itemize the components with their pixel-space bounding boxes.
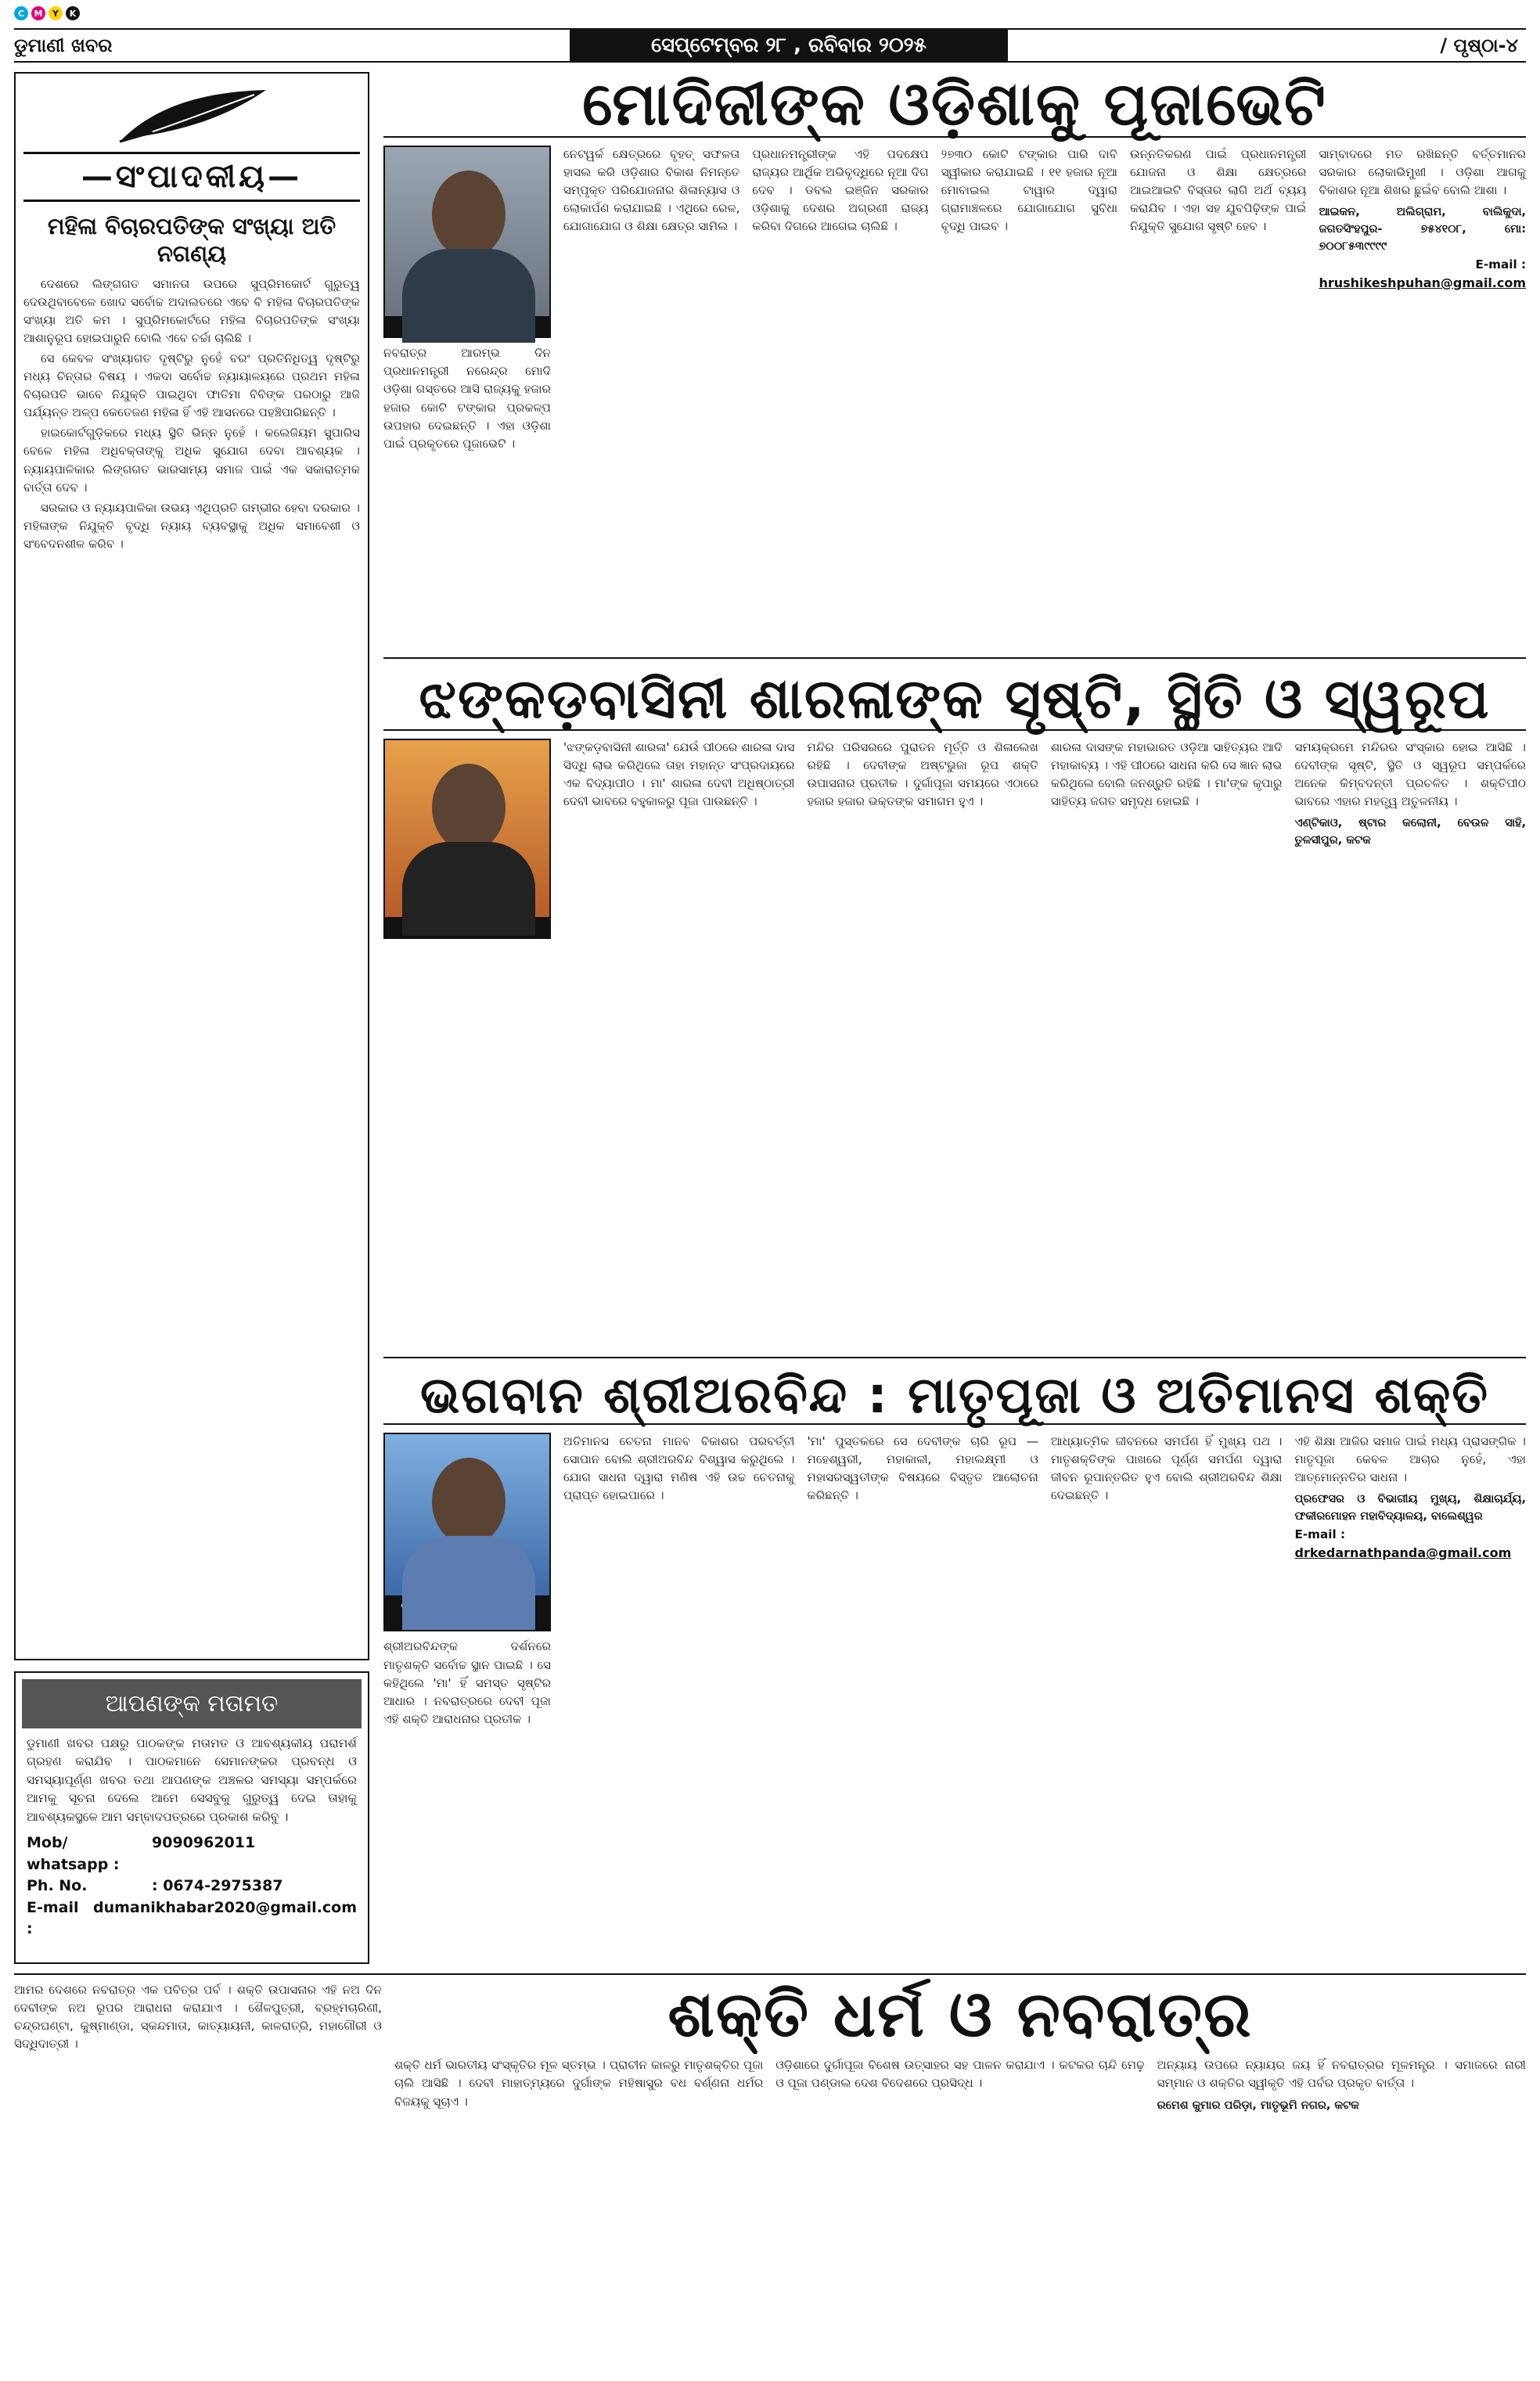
opinion-contact bbox=[16, 1826, 368, 1940]
page-number: / ପୃଷ୍ଠା-୪ bbox=[1440, 34, 1518, 56]
paper-name: ଡୁମାଣୀ ଖବର bbox=[14, 34, 113, 56]
author-byline: ପ୍ରଫେସର ଓ ବିଭାଗୀୟ ମୁଖ୍ୟ, ଶିକ୍ଷାଚାର୍ଯ୍ୟ, ଫକୀରମୋହନ ମହାବିଦ୍ୟାଳୟ, ବାଲେଶ୍ୱର bbox=[1294, 1493, 1526, 1523]
opinion-text: ଡୁମାଣୀ ଖବର ପକ୍ଷରୁ ପାଠକଙ୍କ ମତାମତ ଓ ଆବଶ୍ୟକୀୟ ପରାମର୍ଶ ଗ୍ରହଣ କରାଯିବ । ପାଠକମାନେ ସେମାନଙ୍କର ପ୍ରବନ୍ଧ ଓ ସମସ୍ୟାପୂର୍ଣ୍ଣ ଖବର ତଥା ଆପଣଙ୍କ ଅଞ୍ଚଳର ସମସ୍ୟା ସମ୍ପର୍କରେ ଆମକୁ ସୂଚନା ଦେଲେ ଆମେ ସେସବୁକୁ ଗୁରୁତ୍ୱ ଦେଇ ତାହାକୁ ଆବଶ୍ୟକସ୍ଥଳେ ଆମ ସମ୍ବାଦପତ୍ରରେ ପ୍ରକାଶ କରିବୁ । bbox=[27, 1736, 357, 1824]
email-link[interactable]: dumanikhabar2020@gmail.com bbox=[92, 1898, 357, 1916]
article-paragraph: ଅତିମାନସ ଚେତନା ମାନବ ବିକାଶର ପରବର୍ତ୍ତୀ ସୋପାନ ବୋଲି ଶ୍ରୀଅରବିନ୍ଦ ବିଶ୍ୱାସ କରୁଥିଲେ । ଯୋଗ ସାଧନା ଦ୍ୱାରା ମଣିଷ ଏହି ଉଚ୍ଚ ଚେତନାକୁ ପ୍ରାପ୍ତ ହୋଇପାରେ । bbox=[563, 1434, 795, 1503]
mobile-number[interactable]: 9090962011 bbox=[152, 1833, 256, 1851]
author-photo bbox=[383, 739, 551, 919]
cmyk-y: Y bbox=[49, 6, 63, 20]
editorial-label: —ସଂପାଦକୀୟ— bbox=[23, 152, 360, 202]
article-paragraph: ମନ୍ଦିର ପରିସରରେ ପୁରାତନ ମୂର୍ତ୍ତି ଓ ଶିଳାଲେଖ ରହିଛି । ଦେବୀଙ୍କ ଅଷ୍ଟଭୁଜା ରୂପ ଶକ୍ତି ଉପାସନାର ପ୍ରତୀକ । ଦୁର୍ଗାପୂଜା ସମୟରେ ଏଠାରେ ହଜାର ହଜାର ଭକ୍ତଙ୍କ ସମାଗମ ହୁଏ । bbox=[807, 739, 1038, 808]
cmyk-registration-marks bbox=[14, 6, 80, 20]
author-email[interactable]: drkedarnathpanda@gmail.com bbox=[1294, 1545, 1512, 1560]
page-header bbox=[14, 28, 1526, 63]
article-paragraph: ପ୍ରଧାନମନ୍ତ୍ରୀଙ୍କ ଏହି ପଦକ୍ଷେପ ରାଜ୍ୟର ଆର୍ଥିକ ଅଭିବୃଦ୍ଧିରେ ନୂଆ ଦିଗ ଦେବ । ଡବଲ ଇଞ୍ଜିନ ସରକାର ଓଡ଼ିଶାକୁ ଦେଶର ଅଗ୍ରଣୀ ରାଜ୍ୟ କରିବା ଦିଗରେ ଆଗେଇ ଚାଲିଛି । bbox=[752, 147, 929, 234]
opinion-label: ଆପଣଙ୍କ ମତାମତ bbox=[22, 1679, 362, 1728]
article-shakti-dharma bbox=[14, 1973, 1526, 2372]
editorial-paragraph: ସରକାର ଓ ନ୍ୟାୟପାଳିକା ଉଭୟ ଏଥିପ୍ରତି ଗମ୍ଭୀର ହେବା ଦରକାର । ମହିଳାଙ୍କ ନିଯୁକ୍ତି ବୃଦ୍ଧି ନ୍ୟାୟ ବ୍ୟବସ୍ଥାକୁ ଅଧିକ ସମାବେଶୀ ଓ ସଂବେଦନଶୀଳ କରିବ । bbox=[23, 500, 360, 551]
mobile-label: Mob/ whatsapp : bbox=[27, 1833, 120, 1873]
article-paragraph: ନବରାତ୍ର ଆରମ୍ଭ ଦିନ ପ୍ରଧାନମନ୍ତ୍ରୀ ନରେନ୍ଦ୍ର ମୋଦି ଓଡ଼ିଶା ଗସ୍ତରେ ଆସି ରାଜ୍ୟକୁ ହଜାର ହଜାର କୋଟି ଟଙ୍କାର ପ୍ରକଳ୍ପ ଉପହାର ଦେଇଛନ୍ତି । ଏହା ଓଡ଼ିଶା ପାଇଁ ପ୍ରକୃତରେ ପୂଜାଭେଟି । bbox=[383, 346, 551, 451]
author-photo bbox=[383, 146, 551, 318]
cmyk-c: C bbox=[14, 6, 28, 20]
email-label: E-mail : bbox=[1294, 1527, 1346, 1541]
phone-number[interactable]: : 0674-2975387 bbox=[152, 1877, 283, 1895]
editorial-paragraph: ହାଇକୋର୍ଟଗୁଡ଼ିକରେ ମଧ୍ୟ ସ୍ଥିତି ଭିନ୍ନ ନୁହେଁ । କଲେଜିୟମ ସୁପାରିସ ବେଳେ ମହିଳା ଅଧିବକ୍ତାଙ୍କୁ ଅଧିକ ସୁଯୋଗ ଦେବା ଆବଶ୍ୟକ । ନ୍ୟାୟପାଳିକାର ଲିଙ୍ଗଗତ ଭାରସାମ୍ୟ ସମାଜ ପାଇଁ ଏକ ସକାରାତ୍ମକ ବାର୍ତ୍ତା ଦେବ । bbox=[23, 426, 360, 495]
editorial-body bbox=[23, 275, 360, 553]
article-headline: ମୋଦିଜୀଙ୍କ ଓଡ଼ିଶାକୁ ପୂଜାଭେଟି bbox=[383, 72, 1526, 138]
article-paragraph: 'ଝଙ୍କଡ଼ବାସିନୀ ଶାରଳା' ଯେଉଁ ପୀଠରେ ଶାରଳା ଦାସ ସିଦ୍ଧି ଲାଭ କରିଥିଲେ ତାହା ମହାନ୍ତ ସଂପ୍ରଦାୟରେ ଏକ ବିଦ୍ୟାପୀଠ । ମା' ଶାରଳା ଦେବୀ ଅଧିଷ୍ଠାତ୍ରୀ ଦେବୀ ଭାବରେ ବହୁକାଳରୁ ପୂଜା ପାଉଛନ୍ତି । bbox=[563, 739, 795, 808]
article-paragraph: ଉନ୍ନତିକରଣ ପାଇଁ ପ୍ରଧାନମନ୍ତ୍ରୀ ଯୋଜନା ଓ ଶିକ୍ଷା କ୍ଷେତ୍ରରେ ଆଇଆଇଟି ବିସ୍ତାର ଲାଗି ଅର୍ଥ ବ୍ୟୟ କରାଯିବ । ଏହା ସହ ଯୁବପିଢ଼ିଙ୍କ ପାଇଁ ନିଯୁକ୍ତି ସୁଯୋଗ ସୃଷ୍ଟି ହେବ । bbox=[1130, 147, 1307, 234]
author-email[interactable]: hrushikeshpuhan@gmail.com bbox=[1319, 275, 1527, 290]
article-paragraph: ଶ୍ରୀଅରବିନ୍ଦଙ୍କ ଦର୍ଶନରେ ମାତୃଶକ୍ତି ସର୍ବୋଚ୍ଚ ସ୍ଥାନ ପାଇଛି । ସେ କହିଥିଲେ 'ମା' ହିଁ ସମସ୍ତ ସୃଷ୍ଟିର ଆଧାର । ନବରାତ୍ରରେ ଦେବୀ ପୂଜା ଏହି ଶକ୍ତି ଆରାଧନାର ପ୍ରତୀକ । bbox=[383, 1639, 551, 1726]
article-paragraph: ଶାରଳା ଦାସଙ୍କ ମହାଭାରତ ଓଡ଼ିଆ ସାହିତ୍ୟର ଆଦି ମହାକାବ୍ୟ । ଏହି ପୀଠରେ ସାଧନା କରି ସେ ଜ୍ଞାନ ଲାଭ କରିଥିଲେ ବୋଲି ଜନଶ୍ରୁତି ରହିଛି । ମା'ଙ୍କ କୃପାରୁ ସାହିତ୍ୟ ଜଗତ ସମୃଦ୍ଧ ହୋଇଛି । bbox=[1051, 739, 1283, 808]
editorial-paragraph: ଦେଶରେ ଲିଙ୍ଗଗତ ସମାନତା ଉପରେ ସୁପ୍ରିମକୋର୍ଟ ଗୁରୁତ୍ୱ ଦେଉଥିବାବେଳେ ଖୋଦ ସର୍ବୋଚ୍ଚ ଅଦାଲତରେ ଏବେ ବି ମହିଳା ବିଚାରପତିଙ୍କ ସଂଖ୍ୟା ଅତି କମ । ସୁପ୍ରିମକୋର୍ଟରେ ମହିଳା ବିଚାରପତିଙ୍କ ସଂଖ୍ୟା ଆଶାନୁରୂପ ହୋଇପାରୁନି ବୋଲି ଏବେ ଚର୍ଚ୍ଚା ଚାଲିଛି । bbox=[23, 276, 360, 345]
article-paragraph: 'ମା' ପୁସ୍ତକରେ ସେ ଦେବୀଙ୍କ ଚାରି ରୂପ — ମହେଶ୍ୱରୀ, ମହାକାଳୀ, ମହାଲକ୍ଷ୍ମୀ ଓ ମହାସରସ୍ୱତୀଙ୍କ ବିଷୟରେ ବିସ୍ତୃତ ଆଲୋଚନା କରିଛନ୍ତି । bbox=[807, 1434, 1038, 1503]
editorial-column bbox=[14, 72, 369, 1660]
article-paragraph: ଏହି ଶିକ୍ଷା ଆଜିର ସମାଜ ପାଇଁ ମଧ୍ୟ ପ୍ରାସଙ୍ଗିକ । ମାତୃପୂଜା କେବଳ ଆଚାର ନୁହେଁ, ଏହା ଆତ୍ମୋନ୍ନତିର ସାଧନା । bbox=[1294, 1434, 1526, 1485]
editorial-title: ମହିଳା ବିଚାରପତିଙ୍କ ସଂଖ୍ୟା ଅତି ନଗଣ୍ୟ bbox=[47, 213, 336, 267]
email-label: E-mail : bbox=[1475, 257, 1527, 272]
opinion-box bbox=[14, 1671, 369, 1964]
article-paragraph: ଶକ୍ତି ଧର୍ମ ଭାରତୀୟ ସଂସ୍କୃତିର ମୂଳ ସ୍ତମ୍ଭ । ପ୍ରାଚୀନ କାଳରୁ ମାତୃଶକ୍ତିର ପୂଜା ଚାଲି ଆସିଛି । ଦେବୀ ମାହାତ୍ମ୍ୟରେ ଦୁର୍ଗାଙ୍କ ମହିଷାସୁର ବଧ ବର୍ଣ୍ଣନା ଧର୍ମର ବିଜୟକୁ ସୂଚାଏ । bbox=[394, 2058, 764, 2109]
article-paragraph: ସାମ୍ବାଦରେ ମତ ରଖିଛନ୍ତି ବର୍ତ୍ତମାନର ସରକାର ଲୋକାଭିମୁଖୀ । ଓଡ଼ିଶା ଆଗକୁ ବିକାଶର ନୂଆ ଶିଖର ଛୁଇଁବ ବୋଲି ଆଶା । bbox=[1319, 147, 1527, 198]
author-byline: ଏଣ୍ଟିକାଓ, ଷ୍ଟାର କଲୋନୀ, ବେଉଳ ସାହି, ତୁଳସୀପୁର, କଟକ bbox=[1294, 816, 1526, 847]
author-photo bbox=[383, 1433, 551, 1597]
article-paragraph: ଆଧ୍ୟାତ୍ମିକ ଜୀବନରେ ସମର୍ପଣ ହିଁ ମୁଖ୍ୟ ପଥ । ମାତୃଶକ୍ତିଙ୍କ ପାଖରେ ପୂର୍ଣ୍ଣ ସମର୍ପଣ ଦ୍ୱାରା ଜୀବନ ରୂପାନ୍ତରିତ ହୁଏ ବୋଲି ଶ୍ରୀଅରବିନ୍ଦ ଶିକ୍ଷା ଦେଇଛନ୍ତି । bbox=[1051, 1434, 1283, 1503]
article-paragraph: ଅନ୍ୟାୟ ଉପରେ ନ୍ୟାୟର ଜୟ ହିଁ ନବରାତ୍ରର ମୂଳମନ୍ତ୍ର । ସମାଜରେ ନାରୀ ସମ୍ମାନ ଓ ଶକ୍ତିର ସ୍ୱୀକୃତି ଏହି ପର୍ବର ପ୍ରକୃତ ବାର୍ତ୍ତା । bbox=[1157, 2058, 1526, 2091]
cmyk-m: M bbox=[31, 6, 45, 20]
quill-icon bbox=[23, 81, 360, 152]
author-byline: ଆଇକନ, ଅଲିଗ୍ରାମ, ବାଲିକୁଦା, ଜଗତସିଂହପୁର- ୭୫୪୧୦୮, ମୋ: ୭୦୦୮୫୩୯୯୯୯ bbox=[1319, 206, 1527, 253]
article-paragraph: ସମୟକ୍ରମେ ମନ୍ଦିରର ସଂସ୍କାର ହୋଇ ଆସିଛି । ଦେବୀଙ୍କ ସୃଷ୍ଟି, ସ୍ଥିତି ଓ ସ୍ୱରୂପ ସମ୍ପର୍କରେ ଅନେକ କିମ୍ବଦନ୍ତୀ ପ୍ରଚଳିତ । ଶକ୍ତିପୀଠ ଭାବରେ ଏହାର ମହତ୍ତ୍ୱ ଅତୁଳନୀୟ । bbox=[1294, 739, 1526, 808]
article-paragraph: ଆମର ଦେଶରେ ନବରାତ୍ର ଏକ ପବିତ୍ର ପର୍ବ । ଶକ୍ତି ଉପାସନାର ଏହି ନଅ ଦିନ ଦେବୀଙ୍କ ନଅ ରୂପର ଆରାଧନା କରାଯାଏ । ଶୈଳପୁତ୍ରୀ, ବ୍ରହ୍ମଚାରିଣୀ, ଚନ୍ଦ୍ରଘଣ୍ଟା, କୁଷ୍ମାଣ୍ଡା, ସ୍କନ୍ଦମାତା, କାତ୍ୟାୟନୀ, କାଳରାତ୍ରି, ମହାଗୌରୀ ଓ ସିଦ୍ଧିଦାତ୍ରୀ । bbox=[14, 1983, 382, 2052]
email-label: E-mail : bbox=[27, 1898, 79, 1938]
article-headline: ଭଗବାନ ଶ୍ରୀଅରବିନ୍ଦ : ମାତୃପୂଜା ଓ ଅତିମାନସ ଶକ୍ତି bbox=[383, 1369, 1526, 1425]
author-byline: ରମେଶ କୁମାର ପରିଡ଼ା, ମାତୃଭୂମି ନଗର, କଟକ bbox=[1157, 2099, 1359, 2112]
editorial-paragraph: ସେ କେବଳ ସଂଖ୍ୟାଗତ ଦୃଷ୍ଟିରୁ ନୁହେଁ ବରଂ ପ୍ରତିନିଧିତ୍ୱ ଦୃଷ୍ଟିରୁ ମଧ୍ୟ ଚିନ୍ତାର ବିଷୟ । ଏକଦା ସର୍ବୋଚ୍ଚ ନ୍ୟାୟାଳୟରେ ପ୍ରଥମ ମହିଳା ବିଚାରପତି ଭାବେ ନିଯୁକ୍ତି ପାଇଥିବା ଫାତିମା ବିବିଙ୍କ ପରଠାରୁ ଆଜି ପର୍ଯ୍ୟନ୍ତ ଅଳ୍ପ କେତେଜଣ ମହିଳା ହିଁ ଏହି ଆସନରେ ପହଞ୍ଚିପାରିଛନ୍ତି । bbox=[23, 351, 360, 420]
article-sharala bbox=[383, 667, 1526, 1358]
article-modi-odisha bbox=[383, 69, 1527, 659]
article-headline: ଶକ୍ତି ଧର୍ମ ଓ ନବରାତ୍ର bbox=[667, 1978, 1253, 2051]
cmyk-k: K bbox=[66, 6, 80, 20]
article-paragraph: ନେଟୱର୍କ କ୍ଷେତ୍ରରେ ବୃହତ୍ ସଫଳତା ହାସଲ କରି ଓଡ଼ିଶାର ବିକାଶ ନିମନ୍ତେ ସମ୍ପୃକ୍ତ ପରିଯୋଜନାର ଶିଳାନ୍ୟାସ ଓ ଲୋକାର୍ପଣ କରାଯାଇଛି । ଏଥିରେ ରେଳ, ଯୋଗାଯୋଗ ଓ ଶିକ୍ଷା କ୍ଷେତ୍ର ସାମିଲ । bbox=[563, 147, 740, 234]
issue-date: ସେପ୍ଟେମ୍ବର ୨୮ , ରବିବାର ୨୦୨୫ bbox=[570, 30, 1008, 61]
article-paragraph: ଓଡ଼ିଶାରେ ଦୁର୍ଗାପୂଜା ବିଶେଷ ଉତ୍ସାହର ସହ ପାଳନ କରାଯାଏ । କଟକର ଚାନ୍ଦି ମେଢ଼ ଓ ପୂଜା ପଣ୍ଡାଲ ଦେଶ ବିଦେଶରେ ପ୍ରସିଦ୍ଧ । bbox=[775, 2058, 1145, 2091]
phone-label: Ph. No. bbox=[27, 1877, 88, 1895]
article-paragraph: ୨୭୩୦ କୋଟି ଟଙ୍କାର ପାରି ଦାବି ସ୍ୱୀକାର କରାଯାଇଛି । ୧୧ ହଜାର ନୂଆ ମୋବାଇଲ ଟାୱାର ଦ୍ୱାରା ଗ୍ରାମାଞ୍ଚଳରେ ଯୋଗାଯୋଗ ସୁବିଧା ବୃଦ୍ଧି ପାଇବ । bbox=[941, 147, 1118, 234]
article-aurobindo bbox=[383, 1369, 1526, 1964]
article-headline: ଝଙ୍କଡ଼ବାସିନୀ ଶାରଳାଙ୍କ ସୃଷ୍ଟି, ସ୍ଥିତି ଓ ସ୍ୱରୂପ bbox=[383, 670, 1526, 731]
